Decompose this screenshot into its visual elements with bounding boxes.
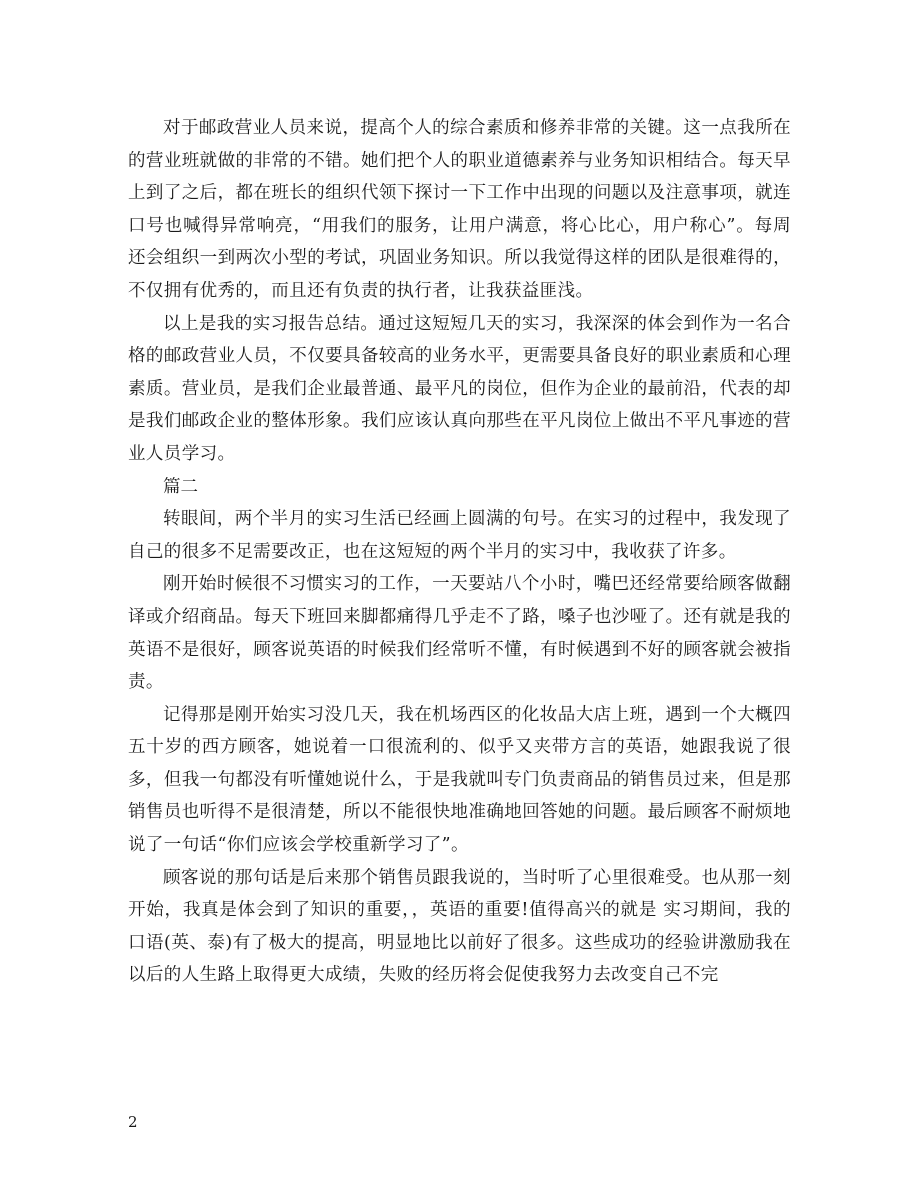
document-body <box>128 112 791 992</box>
paragraph: 记得那是刚开始实习没几天，我在机场西区的化妆品大店上班，遇到一个大概四五十岁的西方顾客，她说着一口很流利的、似乎又夹带方言的英语，她跟我说了很多，但我一句都没有听懂她说什么，于是我就叫专门负责商品的销售员过来，但是那销售员也听得不是很清楚，所以不能很快地准确地回答她的问题。最后顾客不耐烦地说了一句话“你们应该会学校重新学习了”。 <box>128 704 791 856</box>
paragraph: 以上是我的实习报告总结。通过这短短几天的实习，我深深的体会到作为一名合格的邮政营业人员，不仅要具备较高的业务水平，更需要具备良好的职业素质和心理素质。营业员，是我们企业最普通、最平凡的岗位，但作为企业的最前沿，代表的却是我们邮政企业的整体形象。我们应该认真向那些在平凡岗位上做出不平凡事迹的营业人员学习。 <box>128 313 791 464</box>
paragraph: 刚开始时候很不习惯实习的工作，一天要站八个小时，嘴巴还经常要给顾客做翻译或介绍商品。每天下班回来脚都痛得几乎走不了路，嗓子也沙哑了。还有就是我的英语不是很好，顾客说英语的时候我们经常听不懂，有时候遇到不好的顾客就会被指责。 <box>128 574 791 693</box>
paragraph: 转眼间，两个半月的实习生活已经画上圆满的句号。在实习的过程中，我发现了自己的很多不足需要改正，也在这短短的两个半月的实习中，我收获了许多。 <box>128 509 791 562</box>
page-number: 2 <box>128 1113 138 1131</box>
section-heading: 篇二 <box>163 476 198 497</box>
paragraph: 顾客说的那句话是后来那个销售员跟我说的，当时听了心里很难受。也从那一刻开始，我真是体会到了知识的重要，，英语的重要!值得高兴的就是 实习期间，我的口语(英、泰)有了极大的提高，明显地比以前好了很多。这些成功的经验讲激励我在以后的人生路上取得更大成绩，失败的经历将会促使我努力去改变自己不完 <box>128 867 791 986</box>
paragraph: 对于邮政营业人员来说，提高个人的综合素质和修养非常的关键。这一点我所在的营业班就做的非常的不错。她们把个人的职业道德素养与业务知识相结合。每天早上到了之后，都在班长的组织代领下探讨一下工作中出现的问题以及注意事项，就连口号也喊得异常响亮，“用我们的服务，让用户满意，将心比心，用户称心”。每周还会组织一到两次小型的考试，巩固业务知识。所以我觉得这样的团队是很难得的，不仅拥有优秀的，而且还有负责的执行者，让我获益匪浅。 <box>128 118 791 301</box>
